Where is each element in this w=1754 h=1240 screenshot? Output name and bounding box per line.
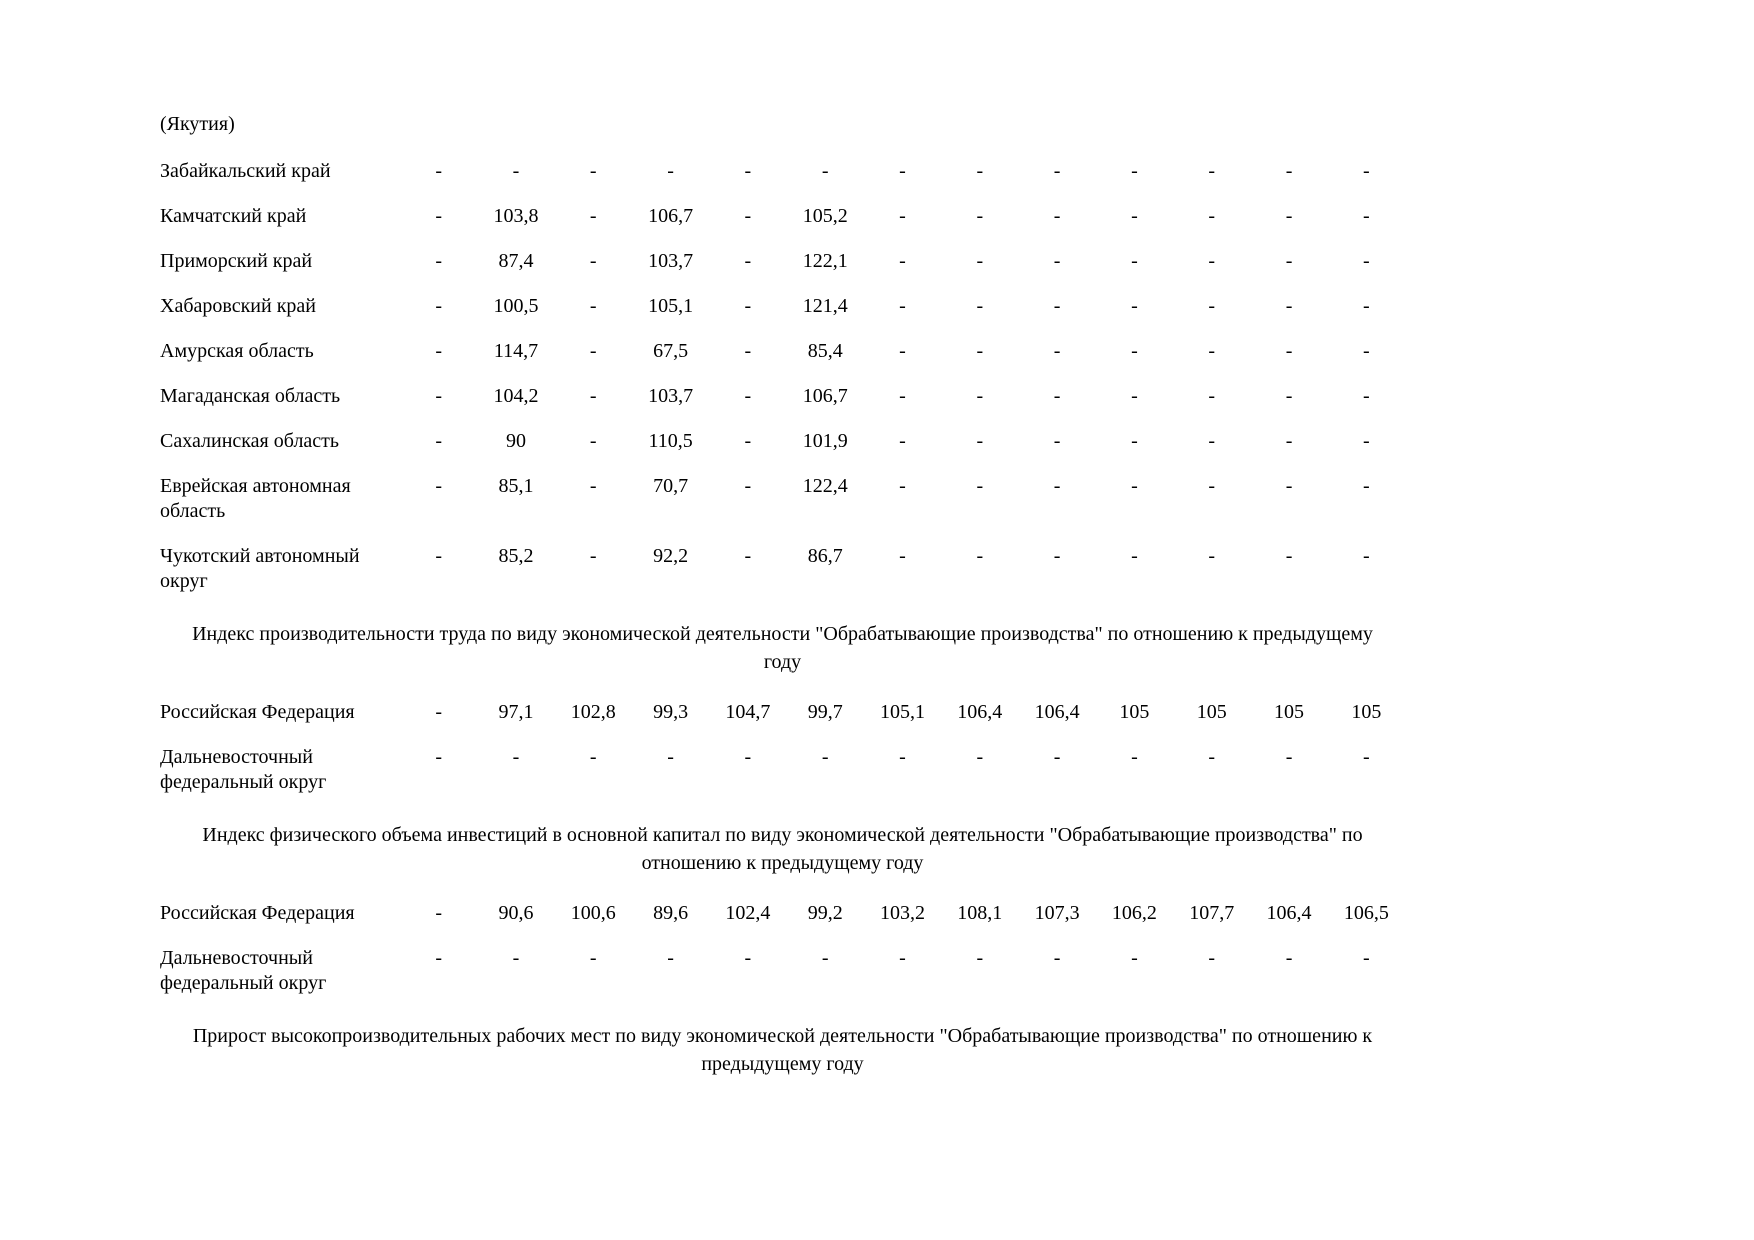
value-cell: 104,2 <box>493 385 539 407</box>
value-cell: - <box>1363 430 1370 452</box>
value-cell: - <box>1363 205 1370 227</box>
value-cell: - <box>435 701 442 723</box>
value-cell: - <box>589 947 597 969</box>
value-cell: 108,1 <box>957 902 1003 924</box>
value-cell: 104,7 <box>725 701 771 723</box>
value-cell: 105 <box>1351 701 1382 723</box>
value-cell: - <box>744 205 752 227</box>
value-cell: - <box>1285 250 1293 272</box>
value-cell: 97,1 <box>498 701 534 723</box>
value-cell: - <box>589 545 597 567</box>
value-cell: - <box>1208 205 1216 227</box>
value-cell: 90,6 <box>498 902 534 924</box>
value-cell: - <box>1053 385 1061 407</box>
value-cell: - <box>744 385 752 407</box>
value-cell: - <box>744 430 752 452</box>
value-cell: 103,2 <box>879 902 925 924</box>
value-cell: - <box>1208 385 1216 407</box>
value-cell: - <box>1053 160 1061 182</box>
value-cell: 67,5 <box>653 340 689 362</box>
value-cell: - <box>589 250 597 272</box>
value-cell: 107,3 <box>1034 902 1080 924</box>
value-cell: - <box>1363 250 1370 272</box>
value-cell: - <box>1285 545 1293 567</box>
value-cell: - <box>976 160 984 182</box>
value-cell: - <box>899 160 906 182</box>
value-cell: - <box>589 205 597 227</box>
value-cell: - <box>589 746 597 768</box>
value-cell: 99,2 <box>807 902 843 924</box>
region-name: Магаданская область <box>160 385 341 407</box>
value-cell: 106,4 <box>1266 902 1312 924</box>
value-cell: - <box>589 475 597 497</box>
table-row <box>160 745 1405 795</box>
value-cell: 103,7 <box>648 385 694 407</box>
continuation-label: (Якутия) <box>160 113 235 135</box>
value-cell: - <box>744 545 752 567</box>
value-cell: - <box>1131 545 1138 567</box>
value-cell: 110,5 <box>648 430 693 452</box>
value-cell: - <box>821 160 829 182</box>
value-cell: - <box>1053 545 1061 567</box>
value-cell: - <box>1363 295 1370 317</box>
value-cell: 103,8 <box>493 205 539 227</box>
value-cell: 114,7 <box>493 340 539 362</box>
value-cell: - <box>1363 160 1370 182</box>
value-cell: - <box>435 295 442 317</box>
value-cell: - <box>744 746 752 768</box>
value-cell: - <box>744 295 752 317</box>
region-name: Российская Федерация <box>160 902 355 924</box>
table-row <box>160 946 1405 996</box>
value-cell: - <box>744 340 752 362</box>
value-cell: - <box>1131 746 1138 768</box>
value-cell: 87,4 <box>498 250 534 272</box>
value-cell: 107,7 <box>1189 902 1235 924</box>
value-cell: - <box>1131 205 1138 227</box>
value-cell: - <box>512 746 520 768</box>
value-cell: - <box>1053 205 1061 227</box>
region-name: Еврейская автономная область <box>160 475 351 522</box>
value-cell: - <box>589 340 597 362</box>
value-cell: - <box>1285 385 1293 407</box>
region-name: Камчатский край <box>160 205 307 227</box>
value-cell: - <box>1131 430 1138 452</box>
value-cell: - <box>1208 947 1216 969</box>
value-cell: - <box>976 947 984 969</box>
value-cell: - <box>1208 250 1216 272</box>
value-cell: 106,2 <box>1111 902 1157 924</box>
value-cell: 105 <box>1196 701 1227 723</box>
value-cell: - <box>1285 295 1293 317</box>
region-name: Чукотский автономный округ <box>160 545 360 592</box>
value-cell: 106,7 <box>648 205 694 227</box>
value-cell: - <box>1131 475 1138 497</box>
value-cell: - <box>744 250 752 272</box>
value-cell: - <box>899 475 906 497</box>
table-row <box>160 294 1405 319</box>
value-cell: - <box>1053 340 1061 362</box>
value-cell: - <box>1363 947 1370 969</box>
value-cell: - <box>589 430 597 452</box>
value-cell: - <box>589 160 597 182</box>
table-row <box>160 339 1405 364</box>
value-cell: - <box>1053 475 1061 497</box>
value-cell: - <box>1131 385 1138 407</box>
value-cell: 89,6 <box>653 902 689 924</box>
value-cell: 106,4 <box>957 701 1003 723</box>
value-cell: - <box>667 160 674 182</box>
value-cell: - <box>1285 340 1293 362</box>
value-cell: 106,5 <box>1343 902 1389 924</box>
value-cell: - <box>1053 746 1061 768</box>
value-cell: - <box>1285 475 1293 497</box>
value-cell: - <box>1285 430 1293 452</box>
value-cell: 102,4 <box>725 902 771 924</box>
value-cell: 101,9 <box>802 430 848 452</box>
value-cell: - <box>435 475 442 497</box>
value-cell: - <box>976 475 984 497</box>
value-cell: - <box>1131 947 1138 969</box>
value-cell: - <box>1363 385 1370 407</box>
value-cell: - <box>1053 430 1061 452</box>
value-cell: - <box>589 385 597 407</box>
value-cell: - <box>1363 340 1370 362</box>
value-cell: - <box>435 430 442 452</box>
value-cell: 85,4 <box>807 340 843 362</box>
value-cell: - <box>976 250 984 272</box>
value-cell: - <box>1053 295 1061 317</box>
value-cell: - <box>744 947 752 969</box>
value-cell: - <box>435 250 442 272</box>
value-cell: 103,7 <box>648 250 694 272</box>
value-cell: 106,4 <box>1034 701 1080 723</box>
value-cell: - <box>976 205 984 227</box>
region-name: Амурская область <box>160 340 314 362</box>
value-cell: - <box>435 902 442 924</box>
table-row <box>160 204 1405 229</box>
value-cell: - <box>512 160 520 182</box>
value-cell: - <box>1363 545 1370 567</box>
value-cell: - <box>435 746 442 768</box>
section-heading: Прирост высокопроизводительных рабочих мест по виду экономической деятельности "Обрабатывающие производства" по отношению к предыдущему году <box>192 1025 1373 1075</box>
value-cell: - <box>899 205 906 227</box>
region-name: Дальневосточный федеральный округ <box>160 947 327 994</box>
region-name: Российская Федерация <box>160 701 355 723</box>
value-cell: 102,8 <box>570 701 616 723</box>
value-cell: - <box>899 340 906 362</box>
value-cell: 90 <box>505 430 526 452</box>
value-cell: - <box>1208 475 1216 497</box>
table-row <box>160 901 1405 926</box>
value-cell: - <box>1285 205 1293 227</box>
value-cell: 105 <box>1119 701 1150 723</box>
table-row <box>160 544 1405 594</box>
table-row <box>160 700 1405 725</box>
value-cell: 105,1 <box>648 295 694 317</box>
value-cell: - <box>589 295 597 317</box>
value-cell: - <box>976 430 984 452</box>
value-cell: 122,4 <box>802 475 848 497</box>
value-cell: 70,7 <box>653 475 689 497</box>
value-cell: - <box>435 947 442 969</box>
table-row <box>160 159 1405 184</box>
value-cell: - <box>1053 250 1061 272</box>
value-cell: 100,5 <box>493 295 539 317</box>
value-cell: 105,2 <box>802 205 848 227</box>
value-cell: - <box>435 545 442 567</box>
table-row <box>160 429 1405 454</box>
value-cell: - <box>1285 746 1293 768</box>
value-cell: - <box>744 475 752 497</box>
value-cell: - <box>435 205 442 227</box>
value-cell: 122,1 <box>802 250 848 272</box>
value-cell: 92,2 <box>653 545 689 567</box>
value-cell: - <box>1131 340 1138 362</box>
value-cell: - <box>1208 430 1216 452</box>
value-cell: - <box>899 385 906 407</box>
value-cell: - <box>744 160 752 182</box>
value-cell: - <box>899 947 906 969</box>
section-heading: Индекс производительности труда по виду экономической деятельности "Обрабатывающие производства" по отношению к предыдущему году <box>192 623 1373 673</box>
value-cell: 85,2 <box>498 545 534 567</box>
section-heading: Индекс физического объема инвестиций в основной капитал по виду экономической деятельности "Обрабатывающие производства" по отношению к предыдущему году <box>202 824 1363 874</box>
value-cell: - <box>1131 160 1138 182</box>
value-cell: - <box>1053 947 1061 969</box>
region-name: Дальневосточный федеральный округ <box>160 746 327 793</box>
value-cell: - <box>899 250 906 272</box>
value-cell: - <box>976 746 984 768</box>
value-cell: 121,4 <box>802 295 848 317</box>
value-cell: - <box>667 746 674 768</box>
table-row <box>160 474 1405 524</box>
value-cell: 99,7 <box>807 701 843 723</box>
table-row <box>160 249 1405 274</box>
value-cell: - <box>821 947 829 969</box>
value-cell: - <box>435 160 442 182</box>
value-cell: 86,7 <box>807 545 843 567</box>
value-cell: - <box>899 295 906 317</box>
value-cell: - <box>1208 160 1216 182</box>
value-cell: - <box>1131 295 1138 317</box>
value-cell: - <box>1208 545 1216 567</box>
value-cell: - <box>512 947 520 969</box>
value-cell: 105,1 <box>879 701 925 723</box>
value-cell: 105 <box>1274 701 1305 723</box>
value-cell: - <box>976 340 984 362</box>
value-cell: - <box>976 545 984 567</box>
value-cell: - <box>1208 340 1216 362</box>
value-cell: 106,7 <box>802 385 848 407</box>
value-cell: - <box>1285 947 1293 969</box>
value-cell: 99,3 <box>653 701 689 723</box>
value-cell: - <box>1363 475 1370 497</box>
region-name: Приморский край <box>160 250 313 272</box>
value-cell: - <box>976 295 984 317</box>
value-cell: - <box>899 545 906 567</box>
value-cell: - <box>821 746 829 768</box>
table-row <box>160 384 1405 409</box>
value-cell: - <box>667 947 674 969</box>
table-sections <box>160 159 1405 1078</box>
value-cell: - <box>435 340 442 362</box>
value-cell: - <box>1208 295 1216 317</box>
value-cell: - <box>1285 160 1293 182</box>
value-cell: 100,6 <box>570 902 616 924</box>
value-cell: - <box>899 746 906 768</box>
value-cell: - <box>899 430 906 452</box>
region-name: Забайкальский край <box>160 160 331 182</box>
value-cell: - <box>1131 250 1138 272</box>
value-cell: - <box>435 385 442 407</box>
value-cell: 85,1 <box>498 475 534 497</box>
region-name: Сахалинская область <box>160 430 340 452</box>
value-cell: - <box>976 385 984 407</box>
region-name: Хабаровский край <box>160 295 316 317</box>
value-cell: - <box>1363 746 1370 768</box>
value-cell: - <box>1208 746 1216 768</box>
